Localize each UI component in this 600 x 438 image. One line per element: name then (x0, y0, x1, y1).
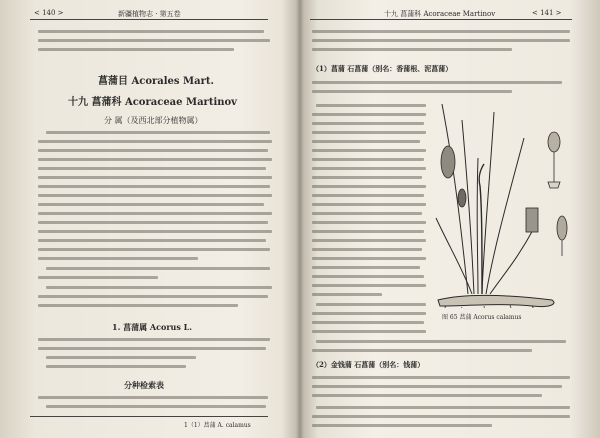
leaf-blade (486, 138, 524, 294)
left-page-number: < 140 > (34, 9, 64, 17)
book-gutter (296, 0, 304, 438)
left-page (0, 0, 298, 438)
left-header-rule (30, 19, 268, 20)
leaf-blade (482, 112, 494, 294)
spadix-detail (441, 132, 567, 256)
species1-heading: （1）菖蒲 石菖蒲（别名：香蒲根、泥菖蒲） (312, 64, 453, 73)
figure-caption: 图 65 菖蒲 Acorus calamus (442, 314, 522, 321)
species2-heading: （2）金钱蒲 石菖蒲（别名：钱蒲） (312, 360, 425, 369)
right-running-title: 十九 菖蒲科 Acoraceae Martinov (384, 10, 496, 18)
botanical-illustration (432, 98, 582, 308)
left-running-title: 新疆植物志 · 第五卷 (118, 10, 181, 18)
right-page-number: < 141 > (532, 9, 562, 17)
order-title: 菖蒲目 Acorales Mart. (98, 76, 214, 87)
rhizome (438, 296, 554, 307)
left-footer-text: 1（1）菖蒲 A. calamus (184, 422, 251, 429)
leaf-blade (462, 120, 474, 294)
family-key-title: 分 属（及西北部分植物属） (104, 116, 203, 125)
right-header-rule (310, 19, 572, 20)
left-footer-rule (30, 416, 268, 417)
leaf-blade (490, 228, 534, 294)
right-page (302, 0, 600, 438)
family-title: 十九 菖蒲科 Acoraceae Martinov (68, 97, 237, 108)
leaf-blade (477, 158, 478, 294)
species-key-title: 分种检索表 (124, 380, 164, 390)
genus-heading: 1. 菖蒲属 Acorus L. (112, 322, 193, 332)
